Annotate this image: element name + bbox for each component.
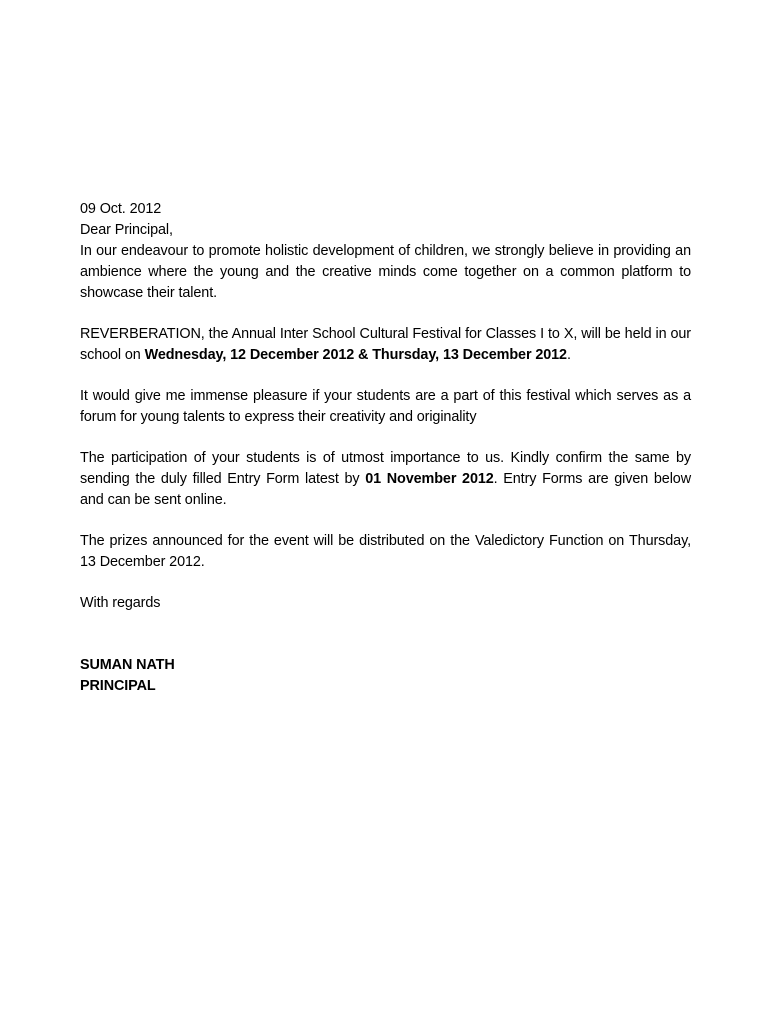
letter-body <box>80 199 691 697</box>
festival-announcement-text: REVERBERATION, the Annual Inter School Cultural Festival for Classes I to X, will be held in our school on <box>80 326 691 363</box>
letter-date: 09 Oct. 2012 <box>80 201 162 217</box>
festival-announcement-end: . <box>566 347 571 363</box>
paragraph-prizes: The prizes announced for the event will be distributed on the Valedictory Function on Thursday, 13 December 2012. <box>80 533 691 570</box>
entry-deadline: 01 November 2012 <box>365 471 494 487</box>
festival-dates: Wednesday, 12 December 2012 & Thursday, 13 December 2012 <box>144 347 567 363</box>
signatory-title: PRINCIPAL <box>80 678 156 694</box>
paragraph-participation <box>80 448 691 511</box>
participation-text-end: . Entry Forms are given below and can be sent online. <box>80 471 692 508</box>
salutation: Dear Principal, <box>80 222 173 238</box>
closing-regards: With regards <box>80 595 161 611</box>
signatory-name: SUMAN NATH <box>80 657 175 673</box>
paragraph-festival-announcement <box>80 324 691 366</box>
paragraph-invitation: It would give me immense pleasure if your students are a part of this festival which serves as a forum for young talents to express their creativity and originality <box>80 388 691 425</box>
participation-text: The participation of your students is of utmost importance to us. Kindly confirm the same by sending the duly filled Entry Form latest by <box>80 450 691 487</box>
paragraph-intro: In our endeavour to promote holistic development of children, we strongly believe in providing an ambience where the young and the creative minds come together on a common platform to showcase their talent. <box>80 243 691 301</box>
